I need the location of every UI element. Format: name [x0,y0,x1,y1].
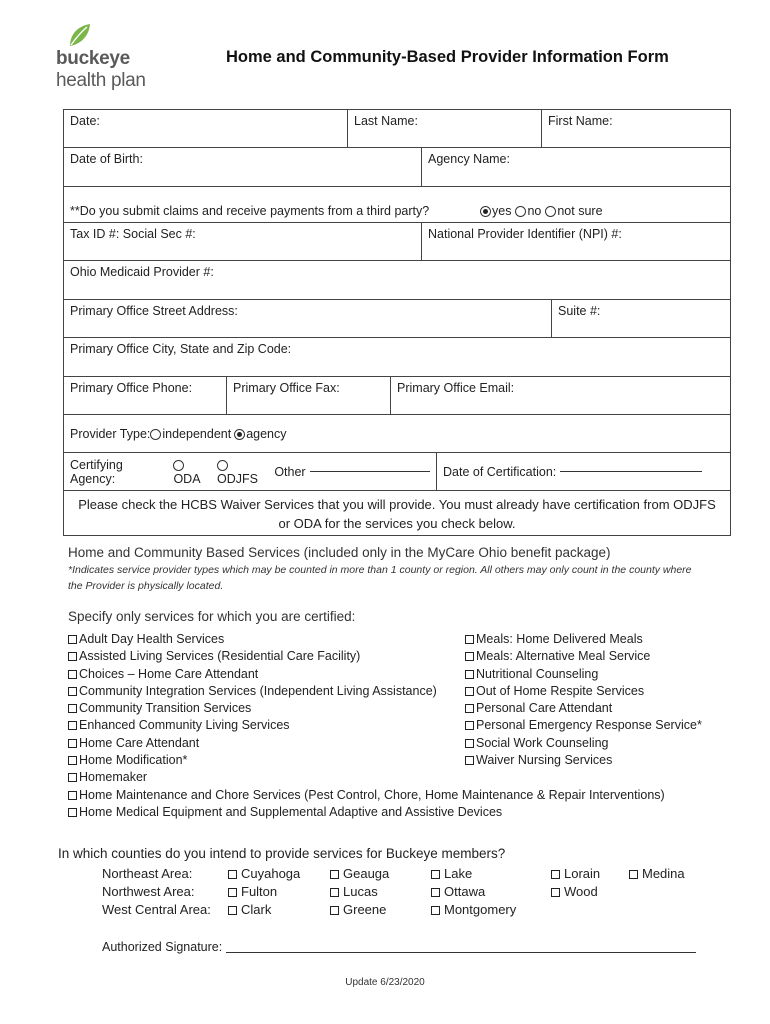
checkbox-icon[interactable] [465,704,474,713]
service-item[interactable] [465,666,702,683]
service-item[interactable] [68,769,665,786]
phone-field[interactable] [64,377,227,414]
county-option[interactable] [228,883,277,901]
county-label: Medina [642,866,685,881]
tax-id-label: Tax ID #: Social Sec #: [70,227,196,241]
county-label: Wood [564,884,598,899]
checkbox-icon[interactable] [228,906,237,915]
checkbox-icon[interactable] [68,773,77,782]
independent-label: independent [162,426,232,441]
last-name-label: Last Name: [354,114,418,128]
radio-not-sure-icon[interactable] [545,206,556,217]
signature-row [102,940,696,954]
services-note: *Indicates service provider types which may be counted in more than 1 county or region. All others may only count in the county where the Provider is physically located. [68,564,692,592]
cert-date-input-line[interactable] [560,471,702,472]
cert-date-label: Date of Certification: [443,464,557,479]
first-name-field[interactable] [542,110,730,147]
service-item[interactable] [465,717,702,734]
signature-line[interactable] [226,952,696,953]
checkbox-icon[interactable] [431,888,440,897]
radio-no-icon[interactable] [515,206,526,217]
radio-independent-icon[interactable] [150,429,161,440]
county-option[interactable] [228,865,300,883]
checkbox-icon[interactable] [465,687,474,696]
county-option[interactable] [228,901,271,919]
notice-text: Please check the HCBS Waiver Services that you will provide. You must already have certification from ODJFS or ODA for the services you check below. [78,497,716,531]
service-label: Social Work Counseling [476,735,609,750]
county-label: Lake [444,866,473,881]
provider-type-label: Provider Type: [70,426,151,441]
leaf-logo-icon [66,22,92,48]
cert-date-field [437,453,730,490]
checkbox-icon[interactable] [68,739,77,748]
cert-oda[interactable] [173,458,212,486]
service-label: Choices – Home Care Attendant [79,666,259,681]
contact-row [64,377,730,415]
county-label: Cuyahoga [241,866,301,881]
service-item[interactable] [465,648,702,665]
service-label: Out of Home Respite Services [476,683,645,698]
medicaid-field[interactable] [64,261,730,299]
provider-independent[interactable] [150,427,231,441]
npi-field[interactable] [422,223,730,260]
provider-agency[interactable] [234,427,286,441]
services-heading: Home and Community Based Services (included only in the MyCare Ohio benefit package) [68,545,611,560]
provider-info-form [63,109,731,536]
checkbox-icon[interactable] [228,870,237,879]
service-label: Community Integration Services (Independent Living Assistance) [79,683,437,698]
email-label: Primary Office Email: [397,381,515,395]
area-label: West Central Area: [102,902,211,917]
suite-label: Suite #: [558,304,601,318]
signature-label: Authorized Signature: [102,940,223,954]
first-name-label: First Name: [548,114,613,128]
county-label: Ottawa [444,884,486,899]
checkbox-icon[interactable] [68,670,77,679]
county-option[interactable] [629,865,685,883]
county-label: Clark [241,902,272,917]
county-label: Greene [343,902,387,917]
dob-row [64,148,730,187]
form-title: Home and Community-Based Provider Information Form [226,48,669,66]
update-date: Update 6/23/2020 [345,977,425,988]
logo-text-health-plan: health plan [56,70,146,91]
yes-label: yes [492,204,512,218]
notice-row [64,491,730,535]
service-item[interactable] [465,631,702,648]
checkbox-icon[interactable] [68,635,77,644]
checkbox-icon[interactable] [551,888,560,897]
odjfs-label: ODJFS [217,471,258,486]
service-item[interactable] [68,787,665,804]
checkbox-icon[interactable] [465,652,474,661]
area-label: Northwest Area: [102,884,195,899]
service-label: Home Maintenance and Chore Services (Pest Control, Chore, Home Maintenance & Repair Interventions) [79,787,665,802]
npi-label: National Provider Identifier (NPI) #: [428,227,622,241]
email-field[interactable] [391,377,730,414]
checkbox-icon[interactable] [228,888,237,897]
county-option[interactable] [431,901,516,919]
county-option[interactable] [330,865,389,883]
certifying-label: Certifying Agency: [70,457,123,486]
cert-odjfs[interactable] [217,458,269,486]
checkbox-icon[interactable] [68,704,77,713]
no-label: no [527,204,542,218]
not-sure-label: not sure [557,204,603,218]
city-field[interactable] [64,338,730,376]
street-field[interactable] [64,300,552,337]
third-party-no[interactable] [515,204,541,218]
service-item[interactable] [465,752,702,769]
county-label: Fulton [241,884,278,899]
service-item[interactable] [68,804,665,821]
checkbox-icon[interactable] [629,870,638,879]
city-label: Primary Office City, State and Zip Code: [70,342,292,356]
certifying-agency-field [64,453,437,490]
checkbox-icon[interactable] [330,870,339,879]
third-party-not-sure[interactable] [545,204,602,218]
medicaid-row [64,261,730,300]
provider-type-row [64,415,730,453]
other-input-line[interactable] [310,471,430,472]
last-name-field[interactable] [348,110,542,147]
checkbox-icon[interactable] [330,906,339,915]
dob-field[interactable] [64,148,422,186]
agency-name-field[interactable] [422,148,730,186]
service-item[interactable] [465,683,702,700]
tax-row [64,223,730,261]
service-label: Meals: Alternative Meal Service [476,649,651,664]
agency-label: agency [246,426,287,441]
area-label: Northeast Area: [102,866,193,881]
county-option[interactable] [551,865,600,883]
checkbox-icon[interactable] [465,635,474,644]
county-option[interactable] [330,883,378,901]
service-label: Waiver Nursing Services [476,753,613,768]
service-label: Enhanced Community Living Services [79,718,290,733]
checkbox-icon[interactable] [330,888,339,897]
street-row [64,300,730,338]
service-label: Personal Emergency Response Service* [476,718,702,733]
certifying-row [64,453,730,491]
checkbox-icon[interactable] [431,906,440,915]
service-item[interactable] [465,735,702,752]
county-label: Montgomery [444,902,517,917]
medicaid-label: Ohio Medicaid Provider #: [70,265,214,279]
service-label: Meals: Home Delivered Meals [476,632,643,646]
services-right-list [465,631,702,769]
checkbox-icon[interactable] [465,739,474,748]
checkbox-icon[interactable] [68,756,77,765]
service-item[interactable] [465,700,702,717]
date-label: Date: [70,114,100,128]
county-label: Lucas [343,884,378,899]
name-row [64,110,730,148]
third-party-yes[interactable] [480,204,511,218]
service-label: Home Care Attendant [79,735,200,750]
checkbox-icon[interactable] [465,756,474,765]
service-label: Assisted Living Services (Residential Care Facility) [79,649,361,664]
date-field[interactable] [64,110,348,147]
suite-field[interactable] [552,300,730,337]
service-label: Homemaker [79,770,148,785]
service-label: Adult Day Health Services [79,632,225,646]
service-label: Nutritional Counseling [476,666,599,681]
other-label: Other [274,464,306,479]
checkbox-icon[interactable] [68,687,77,696]
oda-label: ODA [173,471,201,486]
service-label: Home Modification* [79,753,188,768]
county-label: Lorain [564,866,601,881]
county-option[interactable] [431,865,472,883]
checkbox-icon[interactable] [431,870,440,879]
radio-agency-icon[interactable] [234,429,245,440]
service-label: Home Medical Equipment and Supplemental Adaptive and Assistive Devices [79,804,503,819]
service-label: Personal Care Attendant [476,701,613,716]
checkbox-icon[interactable] [68,791,77,800]
radio-yes-icon[interactable] [480,206,491,217]
checkbox-icon[interactable] [68,652,77,661]
fax-field[interactable] [227,377,391,414]
radio-oda-icon[interactable] [173,460,184,471]
checkbox-icon[interactable] [465,721,474,730]
checkbox-icon[interactable] [68,808,77,817]
radio-odjfs-icon[interactable] [217,460,228,471]
tax-id-field[interactable] [64,223,422,260]
logo-text-buckeye: buckeye [56,48,130,69]
fax-label: Primary Office Fax: [233,381,340,395]
checkbox-icon[interactable] [465,670,474,679]
phone-label: Primary Office Phone: [70,381,193,395]
agency-name-label: Agency Name: [428,152,510,166]
specify-heading: Specify only services for which you are certified: [68,609,356,624]
checkbox-icon[interactable] [551,870,560,879]
counties-question: In which counties do you intend to provide services for Buckeye members? [58,846,506,861]
city-row [64,338,730,377]
county-option[interactable] [330,901,386,919]
county-option[interactable] [551,883,598,901]
service-label: Community Transition Services [79,701,252,716]
county-label: Geauga [343,866,390,881]
county-option[interactable] [431,883,485,901]
dob-label: Date of Birth: [70,152,143,166]
third-party-row [64,187,730,223]
street-label: Primary Office Street Address: [70,304,238,318]
checkbox-icon[interactable] [68,721,77,730]
third-party-question: **Do you submit claims and receive payments from a third party? [70,204,430,218]
